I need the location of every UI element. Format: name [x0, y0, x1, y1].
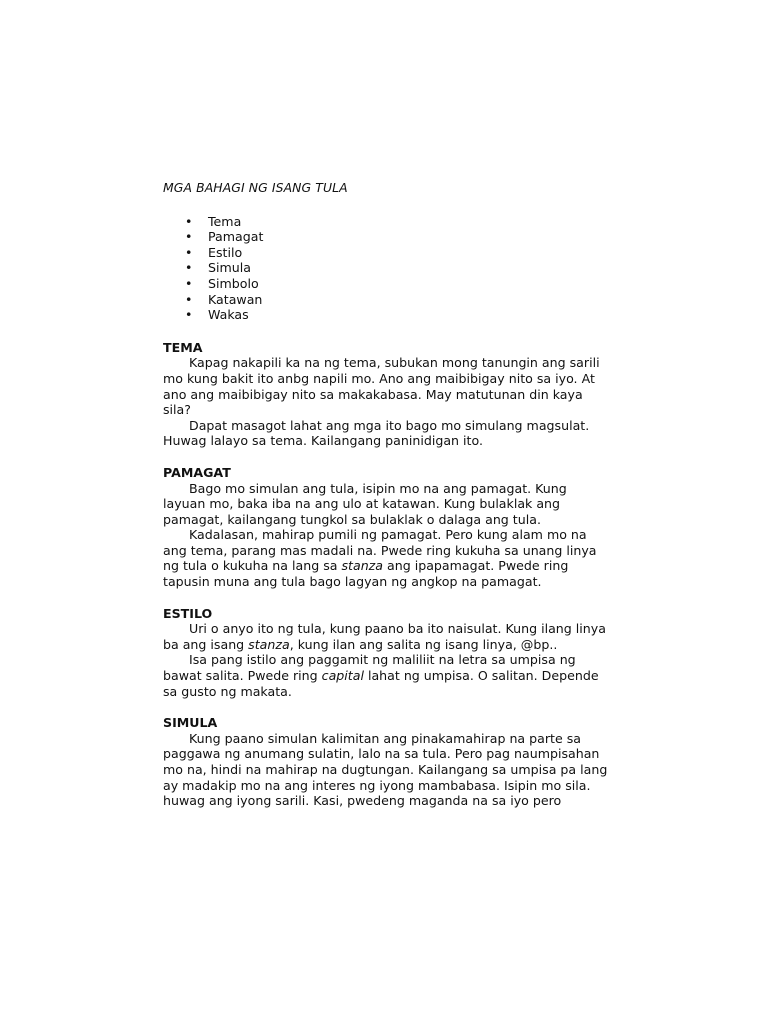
list-item	[163, 229, 613, 245]
text-run: , kung ilan ang salita ng isang linya, @bp..	[289, 636, 558, 652]
list-item-label: Pamagat	[208, 229, 264, 245]
text-run: Kapag nakapili ka na ng tema, subukan mong tanungin ang sarili mo kung bakit ito anbg napili mo. Ano ang maibibigay nito sa iyo. At ano ang maibibigay nito sa makakabasa. May matutunan din kaya sila?	[163, 355, 600, 418]
list-item	[163, 260, 613, 276]
paragraph	[163, 652, 613, 699]
list-item	[163, 307, 613, 323]
paragraph	[163, 527, 613, 589]
text-run: ang ipapamagat. Pwede ring tapusin muna ang tula bago lagyan ng angkop na pamagat.	[163, 558, 569, 590]
text-run: lahat ng umpisa. O salitan. Depende sa gusto ng makata.	[163, 668, 599, 699]
bullet-icon: •	[185, 229, 193, 245]
section-pamagat	[163, 465, 613, 590]
section-heading: ESTILO	[163, 605, 213, 621]
text-run: Dapat masagot lahat ang mga ito bago mo simulang magsulat. Huwag lalayo sa tema. Kailangang paninidigan ito.	[163, 417, 590, 449]
list-item	[163, 276, 613, 292]
italic-term: stanza	[341, 558, 384, 574]
bullet-icon: •	[185, 244, 193, 260]
text-run: Isa pang istilo ang paggamit ng maliliit na letra sa umpisa ng bawat salita. Pwede ring	[163, 652, 576, 684]
paragraph	[163, 731, 613, 809]
bullet-icon: •	[185, 213, 193, 229]
document-body	[163, 180, 613, 825]
bullet-icon: •	[185, 307, 193, 323]
text-run: Kung paano simulan kalimitan ang pinakamahirap na parte sa paggawa ng anumang sulatin, lalo na sa tula. Pero pag naumpisahan mo na, hindi na mahirap na dugtungan. Kailangang sa umpisa pa lang ay madakip mo na ang interes ng iyong mambabasa. Isipin mo sila. huwag ang iyong sarili. Kasi, pwedeng maganda na sa iyo pero	[163, 730, 608, 809]
document-title: MGA BAHAGI NG ISANG TULA	[163, 180, 348, 195]
list-item-label: Wakas	[208, 307, 249, 323]
bullet-icon: •	[185, 275, 193, 291]
paragraph	[163, 418, 613, 449]
section-estilo	[163, 606, 613, 700]
section-heading: TEMA	[163, 339, 203, 355]
list-item-label: Tema	[208, 213, 242, 229]
italic-term: capital	[321, 668, 364, 684]
list-item	[163, 214, 613, 230]
list-item-label: Katawan	[208, 291, 263, 307]
paragraph	[163, 481, 613, 528]
list-item-label: Estilo	[208, 244, 243, 260]
text-run: Kadalasan, mahirap pumili ng pamagat. Pero kung alam mo na ang tema, parang mas madali na. Pwede ring kukuha sa unang linya ng tula o kukuha na lang sa	[163, 527, 597, 574]
bullet-icon: •	[185, 291, 193, 307]
text-run: Uri o anyo ito ng tula, kung paano ba ito naisulat. Kung ilang linya ba ang isang	[163, 621, 606, 652]
list-item-label: Simula	[208, 260, 251, 276]
section-tema	[163, 340, 613, 449]
parts-list	[163, 214, 613, 323]
paragraph	[163, 621, 613, 652]
italic-term: stanza	[248, 636, 290, 652]
section-heading: PAMAGAT	[163, 464, 231, 480]
text-run: Bago mo simulan ang tula, isipin mo na ang pamagat. Kung layuan mo, baka iba na ang ulo at katawan. Kung bulaklak ang pamagat, kailangang tungkol sa bulaklak o dalaga ang tula.	[163, 480, 567, 527]
bullet-icon: •	[185, 260, 193, 276]
paragraph	[163, 355, 613, 417]
section-simula	[163, 715, 613, 809]
section-heading: SIMULA	[163, 715, 218, 731]
list-item-label: Simbolo	[208, 275, 259, 291]
list-item	[163, 292, 613, 308]
list-item	[163, 245, 613, 261]
